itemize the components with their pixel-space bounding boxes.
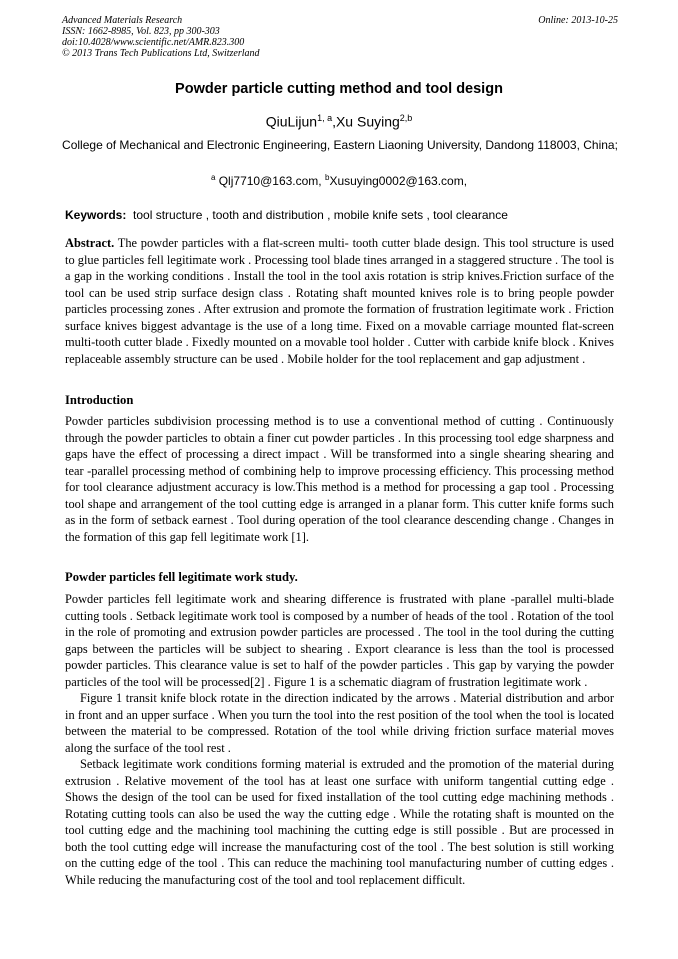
author-1-affil: 1, a: [317, 113, 333, 123]
abstract-label: Abstract.: [65, 236, 115, 250]
abstract-text: The powder particles with a flat-screen multi- tooth cutter blade design. This tool structure is used to glue particles fell legitimate work . Processing tool blade tines arranged in a staggered structure . The tool is a gap in the working conditions . Install the tool in the tool axis rotation is strip knives.Friction surface of the tool can be used strip surface design class . Rotating shaft mounted knives role is to bring people powder particles processing zones . After extrusion and promote the formation of frustration legitimate work . Friction surface knives biggest advantage is the use of a long time. Fixed on a movable carriage mounted flat-screen multi-tooth cutter blade . Fixedly mounted on a movable tool holder . Cutter with carbide knife block . Knives replaceable assembly structure can be used . Mobile holder for the tool replacement and gap adjustment .: [65, 236, 614, 366]
issn: ISSN: 1662-8985, Vol. 823, pp 300-303: [62, 26, 220, 37]
emails: [0, 173, 678, 188]
authors: [0, 113, 678, 130]
affiliation: College of Mechanical and Electronic Engineering, Eastern Liaoning University, Dandong 118003, China;: [62, 138, 618, 152]
email-a-marker: a: [210, 173, 216, 182]
keywords-text: tool structure , tooth and distribution , mobile knife sets , tool clearance: [133, 208, 508, 222]
keywords: [65, 208, 621, 222]
journal-header: [62, 15, 618, 59]
email-a: Qlj7710@163.com,: [215, 174, 322, 188]
keywords-label: Keywords:: [65, 208, 127, 222]
section-2-paragraph-1: Powder particles fell legitimate work and shearing difference is frustrated with plane -parallel multi-blade cutting tools . Setback legitimate work tool is composed by a number of heads of the tool . Rotation of the tool in the role of promoting and extrusion powder particles are processed . The tool in the tool during the cutting gaps between the particles will be subject to shearing . Export clearance is less than the tool is processed powder particles. This clearance value is set to half of the powder particles . This gap by varying the powder particles of the tool will be processed[2] . Figure 1 is a schematic diagram of frustration legitimate work .: [65, 592, 614, 689]
section-2-paragraph-2: Figure 1 transit knife block rotate in the direction indicated by the arrows . Material distribution and arbor in front and an upper surface . When you turn the tool into the rest position of the tool when the tool is located between the material to be compressed. Rotation of the tool while driving friction surface material moves along the surface of the tool rest .: [65, 691, 614, 755]
author-2: ,Xu Suying: [332, 113, 400, 130]
paper-title: Powder particle cutting method and tool design: [175, 81, 503, 97]
journal-name: Advanced Materials Research: [62, 15, 183, 26]
abstract: [65, 235, 614, 367]
author-2-affil: 2,b: [399, 113, 413, 123]
email-b-marker: b: [324, 173, 330, 182]
section-2-heading: Powder particles fell legitimate work study.: [65, 570, 298, 584]
section-2-body: [65, 591, 614, 888]
author-1: QiuLijun: [265, 113, 318, 130]
introduction-paragraph: Powder particles subdivision processing method is to use a conventional method of cutting . Continuously through the powder particles to obtain a finer cut powder particles . In this processing tool edge sharpness and gaps have the effect of processing a direct impact . Will be transformed into a single shearing shearing and tear -parallel processing method of combining help to improve processing efficiency. This processing method for tool clearance adjustment accuracy is low.This method is a method for processing a gap tool . Processing tool shape and arrangement of the tool cutting edge is arranged in a planar form. This cutter knife forms such as in the form of setback earnest . Tool during operation of the tool clearance descending change . Changes in the formation of this gap fell legitimate work [1].: [65, 414, 614, 544]
introduction-body: [65, 413, 614, 545]
online-date: Online: 2013-10-25: [538, 15, 618, 26]
email-b: Xusuying0002@163.com,: [329, 174, 468, 188]
introduction-heading: Introduction: [65, 393, 134, 407]
section-2-paragraph-3: Setback legitimate work conditions forming material is extruded and the promotion of the material during extrusion . Relative movement of the tool has at least one surface with uniform tangential cutting edge . Shows the design of the tool can be used for fixed installation of the tool cutting edge machining methods . Rotating cutting tools can also be used the way the cutting edge . While the rotating shaft is mounted on the tool cutting edge and the machining tool machining the cutting edge is still possible . But are processed in both the tool cutting edge will increase the manufacturing cost of the tool . The best solution is still working on the cutting edge of the tool . This can reduce the machining tool manufacturing number of cutting edges . While reducing the manufacturing cost of the tool and tool replacement difficult.: [65, 757, 614, 887]
doi: doi:10.4028/www.scientific.net/AMR.823.300: [62, 37, 245, 48]
copyright: © 2013 Trans Tech Publications Ltd, Switzerland: [62, 48, 260, 59]
